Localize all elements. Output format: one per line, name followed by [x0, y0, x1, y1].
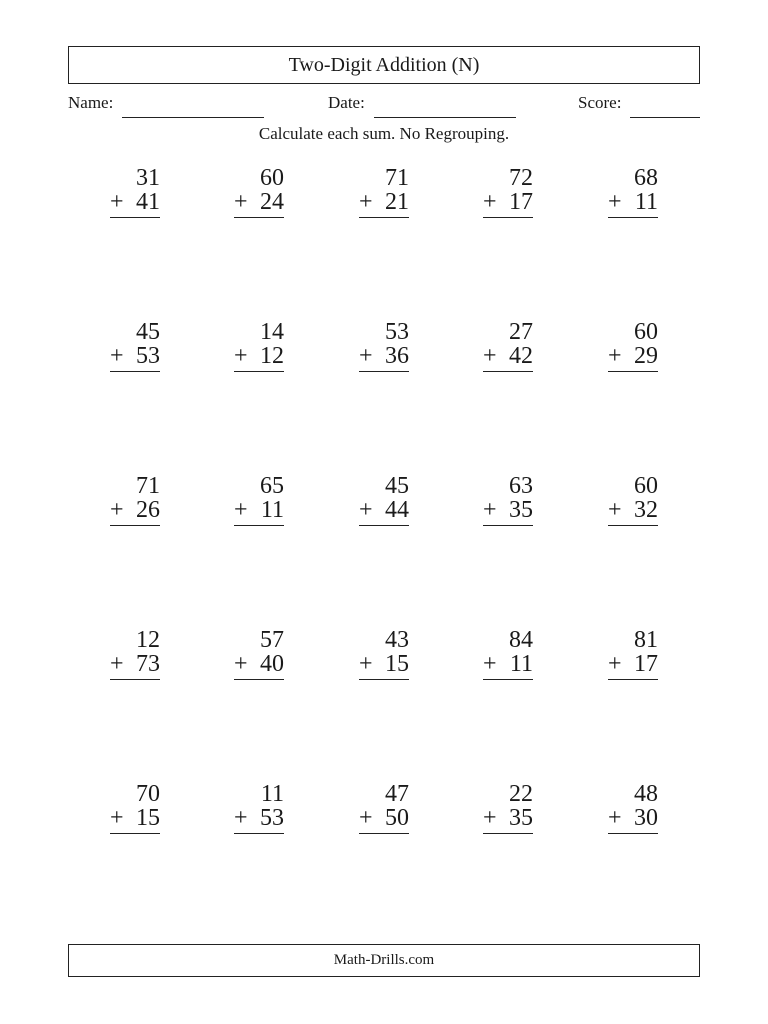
plus-sign: + [234, 805, 248, 831]
plus-sign: + [483, 805, 497, 831]
addend-bottom: 11 [634, 189, 658, 215]
addition-problem [234, 320, 284, 372]
name-field[interactable] [122, 117, 264, 118]
addend-top: 53 [385, 319, 409, 345]
addend-top: 63 [509, 473, 533, 499]
addend-bottom-row [608, 806, 658, 830]
addend-bottom-row [359, 190, 409, 214]
plus-sign: + [483, 343, 497, 369]
addend-bottom: 24 [260, 189, 284, 215]
plus-sign: + [110, 651, 124, 677]
addition-problem [359, 782, 409, 834]
addend-bottom: 15 [385, 651, 409, 677]
plus-sign: + [110, 497, 124, 523]
plus-sign: + [608, 805, 622, 831]
answer-line [110, 833, 160, 834]
addend-top: 65 [260, 473, 284, 499]
answer-line [608, 679, 658, 680]
addend-bottom-row [110, 344, 160, 368]
addend-bottom-row [608, 652, 658, 676]
plus-sign: + [608, 343, 622, 369]
addend-top: 47 [385, 781, 409, 807]
plus-sign: + [359, 805, 373, 831]
addend-top: 45 [136, 319, 160, 345]
plus-sign: + [110, 805, 124, 831]
plus-sign: + [483, 189, 497, 215]
addend-bottom-row [359, 344, 409, 368]
plus-sign: + [483, 651, 497, 677]
score-label: Score: [578, 93, 622, 112]
addend-bottom-row [483, 344, 533, 368]
plus-sign: + [234, 651, 248, 677]
addend-top: 22 [509, 781, 533, 807]
answer-line [110, 371, 160, 372]
answer-line [608, 217, 658, 218]
addition-problem [234, 166, 284, 218]
addition-problem [234, 628, 284, 680]
addend-bottom: 30 [634, 805, 658, 831]
addend-top: 31 [136, 165, 160, 191]
addend-bottom: 12 [260, 343, 284, 369]
addend-bottom-row [234, 652, 284, 676]
addend-top: 43 [385, 627, 409, 653]
addend-top: 60 [634, 473, 658, 499]
addition-problem [483, 320, 533, 372]
answer-line [359, 525, 409, 526]
answer-line [234, 679, 284, 680]
addend-top: 11 [260, 781, 284, 807]
answer-line [483, 525, 533, 526]
answer-line [483, 679, 533, 680]
addend-bottom: 11 [260, 497, 284, 523]
plus-sign: + [608, 651, 622, 677]
addend-bottom-row [483, 498, 533, 522]
answer-line [234, 371, 284, 372]
addition-problem [483, 166, 533, 218]
plus-sign: + [110, 343, 124, 369]
addend-bottom-row [359, 652, 409, 676]
addend-bottom: 53 [136, 343, 160, 369]
answer-line [110, 217, 160, 218]
addition-problem [359, 474, 409, 526]
addend-bottom: 36 [385, 343, 409, 369]
addition-problem [608, 474, 658, 526]
addend-bottom: 73 [136, 651, 160, 677]
addition-problem [110, 166, 160, 218]
answer-line [483, 371, 533, 372]
addend-bottom: 42 [509, 343, 533, 369]
addend-bottom-row [608, 344, 658, 368]
answer-line [359, 371, 409, 372]
addend-top: 12 [136, 627, 160, 653]
addend-bottom-row [110, 806, 160, 830]
footer-box [68, 944, 700, 977]
addend-bottom-row [110, 190, 160, 214]
addend-bottom: 50 [385, 805, 409, 831]
addition-problem [608, 166, 658, 218]
addend-bottom-row [483, 806, 533, 830]
answer-line [234, 833, 284, 834]
addend-bottom-row [234, 344, 284, 368]
addend-bottom-row [234, 190, 284, 214]
addition-problem [608, 782, 658, 834]
answer-line [359, 833, 409, 834]
addend-top: 70 [136, 781, 160, 807]
addend-bottom-row [359, 498, 409, 522]
plus-sign: + [359, 189, 373, 215]
addend-bottom-row [483, 190, 533, 214]
addend-bottom: 53 [260, 805, 284, 831]
addition-problem [608, 320, 658, 372]
addend-bottom: 35 [509, 497, 533, 523]
answer-line [110, 525, 160, 526]
addend-bottom: 32 [634, 497, 658, 523]
addend-bottom: 17 [634, 651, 658, 677]
addend-bottom-row [110, 652, 160, 676]
plus-sign: + [234, 343, 248, 369]
addend-bottom: 29 [634, 343, 658, 369]
addend-top: 72 [509, 165, 533, 191]
footer-site: Math-Drills.com [333, 952, 435, 968]
plus-sign: + [608, 189, 622, 215]
addition-problem [359, 320, 409, 372]
addend-top: 71 [385, 165, 409, 191]
addend-bottom: 41 [136, 189, 160, 215]
addition-problem [110, 782, 160, 834]
addition-problem [234, 782, 284, 834]
plus-sign: + [110, 189, 124, 215]
addend-top: 60 [260, 165, 284, 191]
score-field[interactable] [630, 117, 700, 118]
addition-problem [110, 474, 160, 526]
addend-bottom-row [608, 498, 658, 522]
answer-line [110, 679, 160, 680]
plus-sign: + [359, 497, 373, 523]
addend-top: 14 [260, 319, 284, 345]
addend-top: 27 [509, 319, 533, 345]
addition-problem [483, 782, 533, 834]
plus-sign: + [359, 651, 373, 677]
plus-sign: + [234, 497, 248, 523]
addend-bottom: 21 [385, 189, 409, 215]
addition-problem [234, 474, 284, 526]
name-label: Name: [68, 93, 114, 112]
addition-problem [110, 320, 160, 372]
plus-sign: + [359, 343, 373, 369]
plus-sign: + [234, 189, 248, 215]
date-label: Date: [328, 93, 365, 112]
addend-bottom-row [608, 190, 658, 214]
date-field[interactable] [374, 117, 516, 118]
addition-problem [359, 166, 409, 218]
instructions: Calculate each sum. No Regrouping. [258, 124, 510, 143]
addend-bottom-row [110, 498, 160, 522]
answer-line [359, 217, 409, 218]
addend-top: 60 [634, 319, 658, 345]
addend-bottom-row [234, 806, 284, 830]
addend-bottom: 44 [385, 497, 409, 523]
addend-top: 57 [260, 627, 284, 653]
addition-problem [359, 628, 409, 680]
answer-line [234, 525, 284, 526]
addend-bottom: 11 [509, 651, 533, 677]
addend-top: 84 [509, 627, 533, 653]
answer-line [234, 217, 284, 218]
addend-bottom: 40 [260, 651, 284, 677]
answer-line [608, 371, 658, 372]
student-info-row [68, 93, 700, 119]
addend-top: 71 [136, 473, 160, 499]
answer-line [483, 833, 533, 834]
answer-line [608, 525, 658, 526]
answer-line [359, 679, 409, 680]
answer-line [608, 833, 658, 834]
plus-sign: + [608, 497, 622, 523]
addition-problem [483, 474, 533, 526]
addition-problem [483, 628, 533, 680]
worksheet-title: Two-Digit Addition (N) [288, 53, 480, 76]
addend-bottom-row [359, 806, 409, 830]
addend-bottom: 35 [509, 805, 533, 831]
addend-top: 81 [634, 627, 658, 653]
addend-bottom: 26 [136, 497, 160, 523]
plus-sign: + [483, 497, 497, 523]
addend-top: 68 [634, 165, 658, 191]
addend-top: 48 [634, 781, 658, 807]
answer-line [483, 217, 533, 218]
addend-bottom-row [483, 652, 533, 676]
addend-bottom-row [234, 498, 284, 522]
worksheet-title-box [68, 46, 700, 84]
addend-bottom: 17 [509, 189, 533, 215]
addition-problem [608, 628, 658, 680]
addition-problem [110, 628, 160, 680]
addend-bottom: 15 [136, 805, 160, 831]
addend-top: 45 [385, 473, 409, 499]
